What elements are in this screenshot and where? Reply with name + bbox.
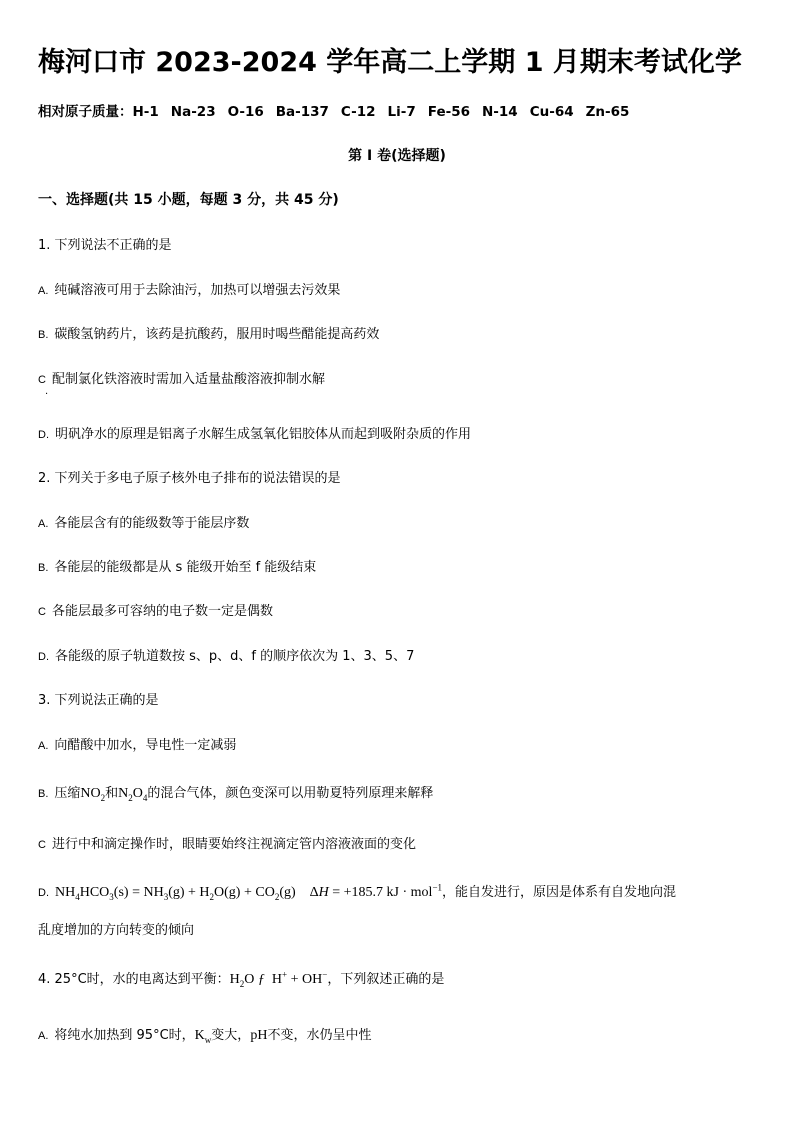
option-text: 各能层含有的能级数等于能层序数 (54, 516, 250, 531)
option-label: A. (38, 285, 49, 297)
q4-stem-text: ，下列叙述正确的是 (327, 972, 445, 987)
option-label: A. (38, 1030, 49, 1042)
section-title: 第 I 卷(选择题) (348, 148, 446, 164)
option-label: D. (38, 651, 49, 663)
option-text: 各能层最多可容纳的电子数一定是偶数 (51, 604, 273, 619)
option-text: 将纯水加热到 95°C时， (54, 1028, 195, 1043)
mass-o: O-16 (227, 104, 264, 120)
mass-c: C-12 (340, 104, 376, 120)
q2-option-b (38, 556, 316, 575)
q2-option-a (38, 512, 249, 531)
mass-na: Na-23 (170, 104, 216, 120)
q4-option-a (38, 1024, 371, 1045)
mass-fe: Fe-56 (427, 104, 470, 120)
option-label: B. (38, 788, 49, 800)
q1-stem: 1. 下列说法不正确的是 (38, 238, 172, 253)
option-text: 向醋酸中加水，导电性一定减弱 (54, 738, 237, 753)
q1-option-c (38, 368, 325, 387)
option-label: A. (38, 740, 49, 752)
option-label: C (38, 839, 46, 851)
mass-ba: Ba-137 (275, 104, 329, 120)
option-label: C (38, 374, 46, 386)
symbol-ph: pH (250, 1028, 268, 1043)
option-text: 纯碱溶液可用于去除油污，加热可以增强去污效果 (54, 283, 341, 298)
option-text: 配制氯化铁溶液时需加入适量盐酸溶液抑制水解 (51, 372, 325, 387)
q3-option-c (38, 833, 416, 852)
q1-option-a (38, 279, 340, 298)
mass-zn: Zn-65 (585, 104, 630, 120)
q4-stem-text: 4. 25°C时，水的电离达到平衡： (38, 972, 230, 987)
q2-option-c (38, 600, 273, 619)
option-text: 各能级的原子轨道数按 s、p、d、f 的顺序依次为 1、3、5、7 (55, 649, 415, 664)
q3-option-d-cont: 乱度增加的方向转变的倾向 (38, 923, 195, 938)
stray-dot: · (45, 389, 49, 400)
option-label: D. (38, 429, 49, 441)
reaction-equation: $NH_4HCO_3(s) = NH_3(g) + H_2O(g) + CO_2(g)$ ΔH = +185.7 kJ · mol$^{-1}$ (55, 882, 443, 902)
option-text: 明矾净水的原理是铝离子水解生成氢氧化铝胶体从而起到吸附杂质的作用 (55, 427, 472, 442)
option-label: D. (38, 887, 49, 899)
q3-option-d (38, 881, 676, 902)
option-text: 压缩 (54, 786, 81, 801)
q1-option-b (38, 323, 379, 342)
option-text: ，能自发进行，原因是体系有自发地向混 (442, 885, 677, 900)
option-text: 的混合气体，颜色变深可以用勒夏特列原理来解释 (147, 786, 434, 801)
water-equilibrium: $H_2O$ ƒ H+ + OH− (229, 969, 328, 989)
option-text: 各能层的能级都是从 s 能级开始至 f 能级结束 (54, 560, 317, 575)
option-label: B. (38, 329, 49, 341)
q4-stem (38, 968, 444, 989)
symbol-kw: $K_w$ (194, 1028, 212, 1045)
page-title: 梅河口市 2023-2024 学年高二上学期 1 月期末考试化学 (38, 47, 742, 78)
mass-n: N-14 (482, 104, 518, 120)
q3-option-b (38, 782, 433, 803)
option-text: 不变，水仍呈中性 (267, 1028, 372, 1043)
atomic-masses (38, 100, 641, 120)
mass-h: H-1 (132, 104, 159, 120)
atomic-masses-label: 相对原子质量： (38, 104, 133, 120)
option-text: 碳酸氢钠药片，该药是抗酸药，服用时喝些醋能提高药效 (54, 327, 380, 342)
formula-n2o4: $N_2O_4$ (118, 786, 148, 803)
formula-no2: $NO_2$ (80, 786, 106, 803)
q2-stem: 2. 下列关于多电子原子核外电子排布的说法错误的是 (38, 471, 341, 486)
q2-option-d (38, 645, 414, 664)
option-text: 和 (105, 786, 119, 801)
option-label: A. (38, 518, 49, 530)
part-title: 一、选择题(共 15 小题，每题 3 分，共 45 分) (38, 192, 339, 208)
mass-cu: Cu-64 (529, 104, 574, 120)
option-label: B. (38, 562, 49, 574)
option-text: 进行中和滴定操作时，眼睛要始终注视滴定管内溶液液面的变化 (51, 837, 416, 852)
q1-option-d (38, 423, 471, 442)
q3-option-a (38, 734, 236, 753)
option-text: 变大， (211, 1028, 251, 1043)
option-label: C (38, 606, 46, 618)
q3-stem: 3. 下列说法正确的是 (38, 693, 159, 708)
mass-li: Li-7 (387, 104, 416, 120)
